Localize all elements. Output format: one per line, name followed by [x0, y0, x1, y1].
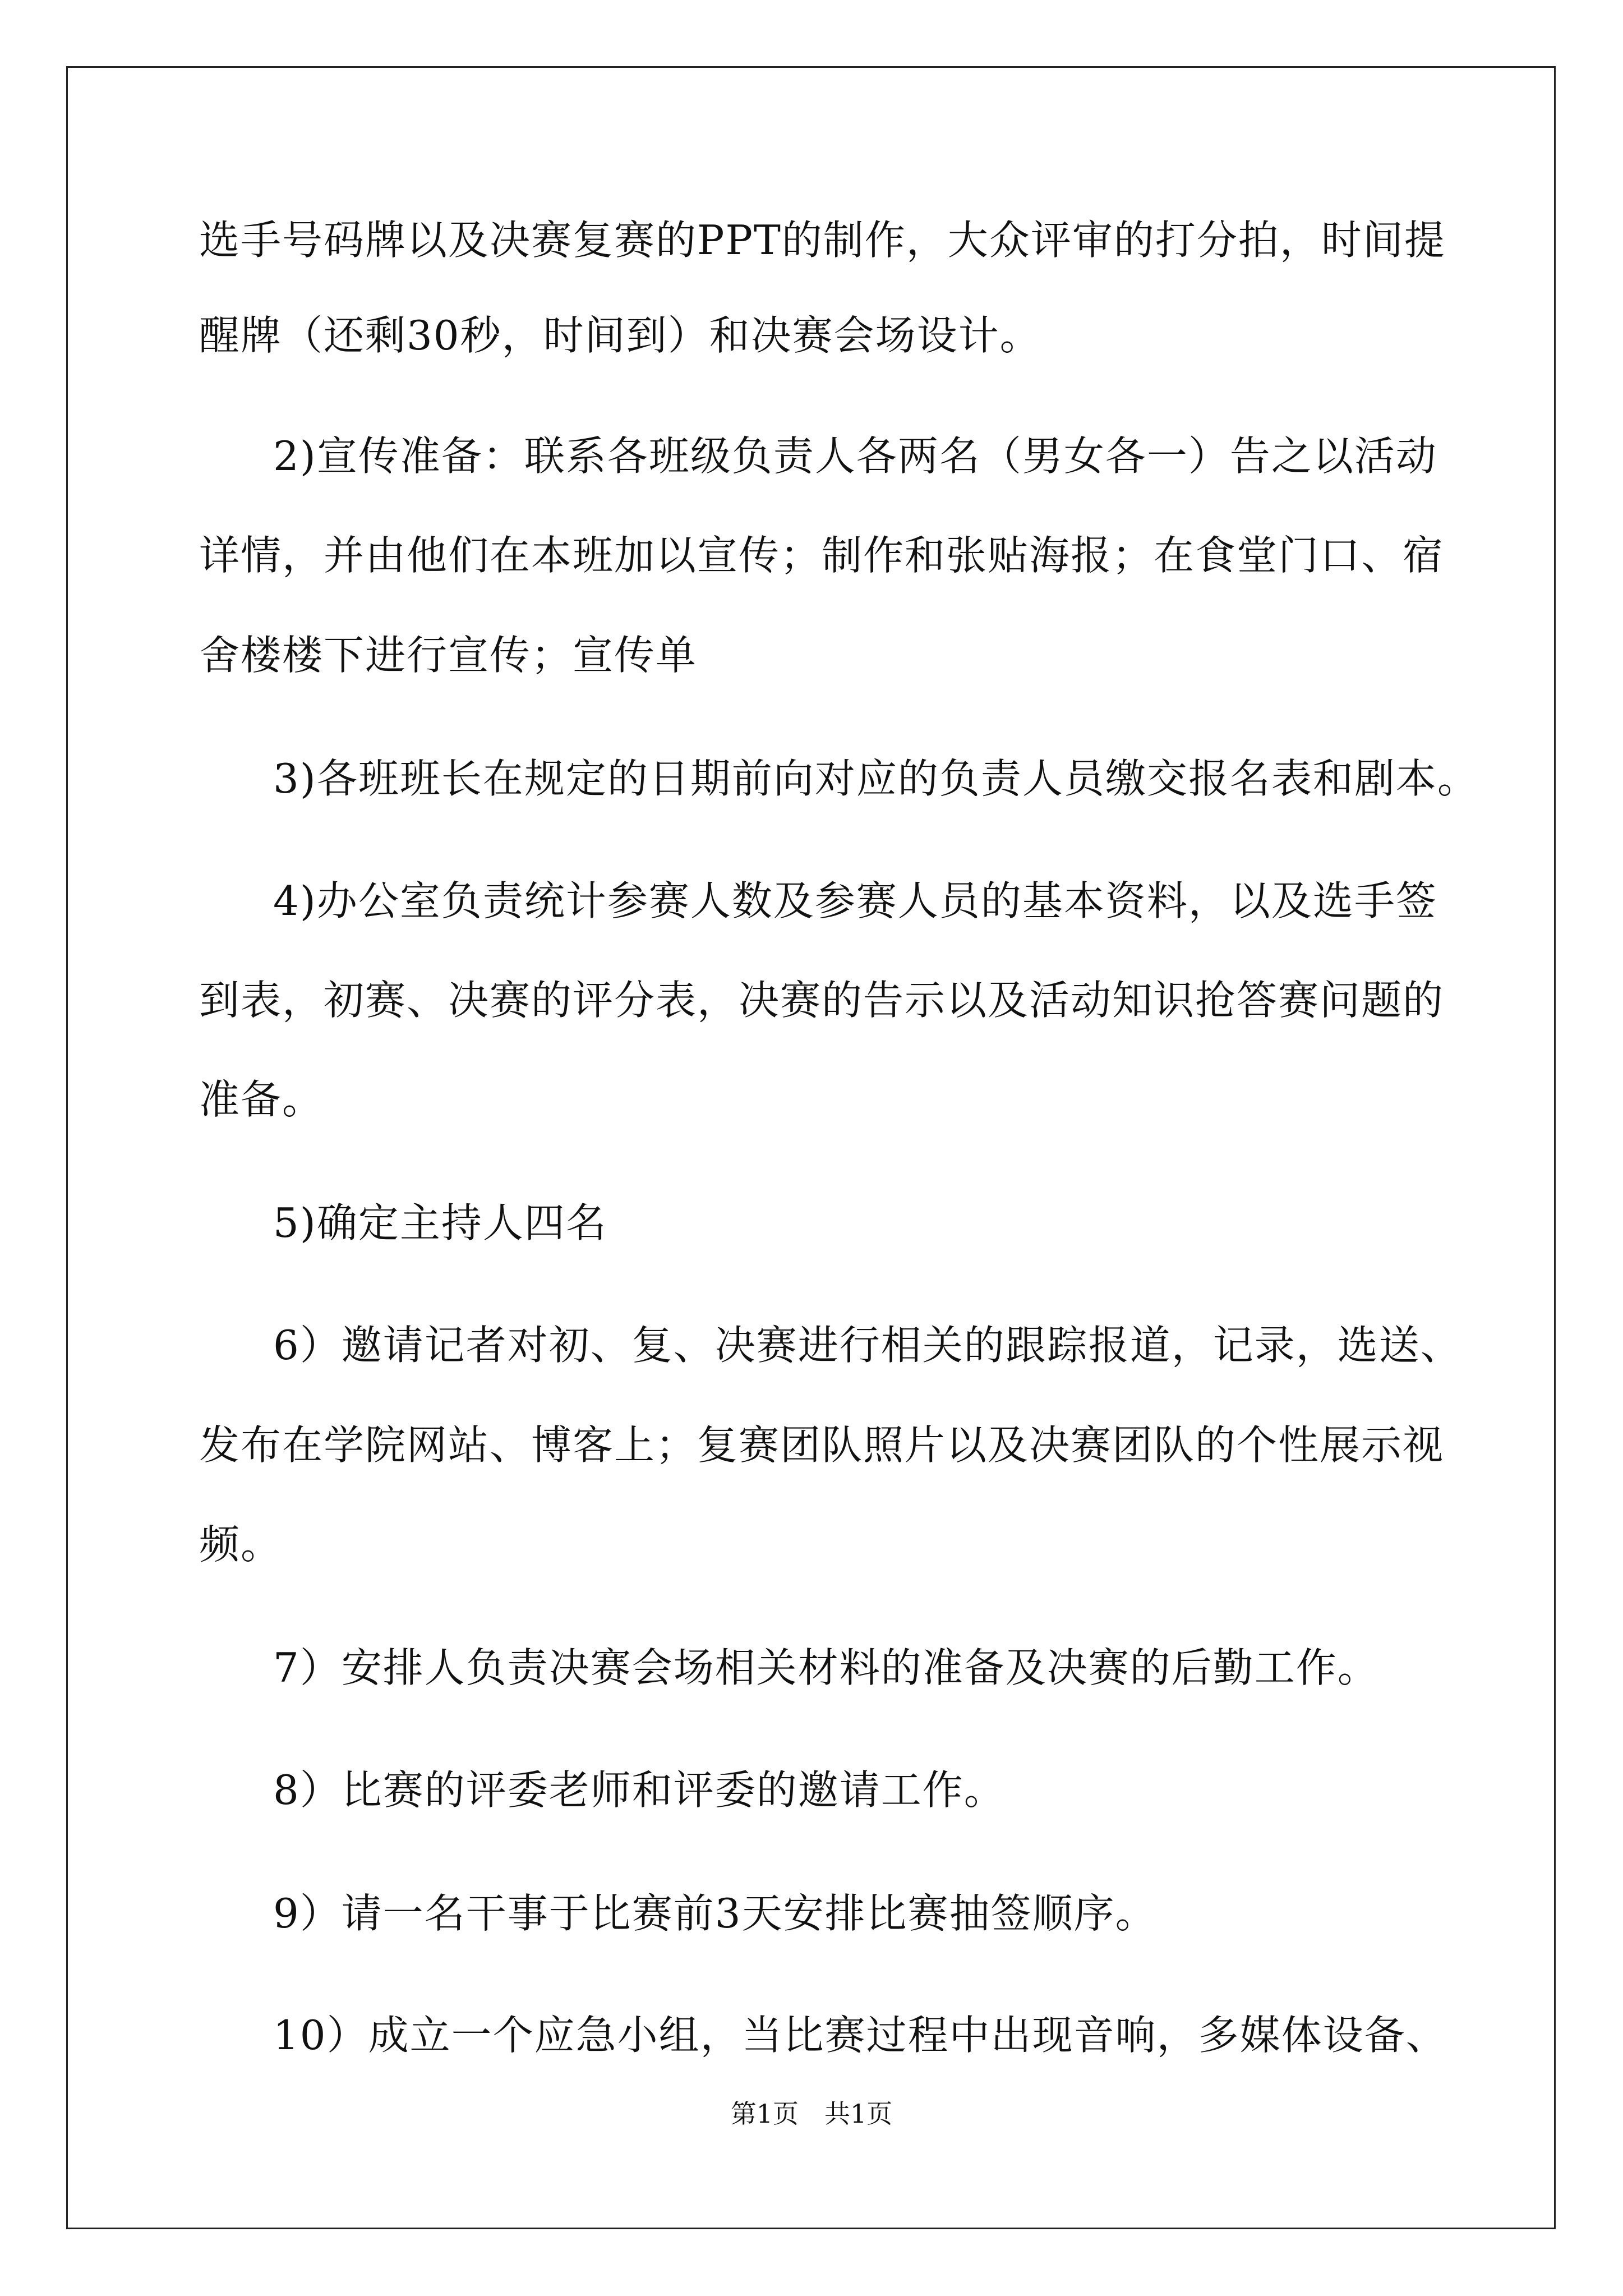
text-line: 5)确定主持人四名	[273, 1199, 607, 1246]
text-line: 准备。	[199, 1076, 324, 1123]
text-line: 7）安排人负责决赛会场相关材料的准备及决赛的后勤工作。	[273, 1644, 1379, 1691]
page-number-footer: 第1页 共1页	[730, 2099, 893, 2129]
text-line: 发布在学院网站、博客上；复赛团队照片以及决赛团队的个性展示视	[199, 1421, 1445, 1469]
text-line: 8）比赛的评委老师和评委的邀请工作。	[273, 1766, 1006, 1814]
text-line: 3)各班班长在规定的日期前向对应的负责人员缴交报名表和剧本。	[273, 755, 1479, 802]
text-line: 醒牌（还剩30秒，时间到）和决赛会场设计。	[199, 312, 1041, 359]
text-line: 频。	[199, 1521, 283, 1568]
text-line: 选手号码牌以及决赛复赛的PPT的制作，大众评审的打分拍，时间提	[199, 217, 1446, 264]
text-line: 6）邀请记者对初、复、决赛进行相关的跟踪报道，记录，选送、	[273, 1322, 1462, 1369]
text-line: 4)办公室负责统计参赛人数及参赛人员的基本资料，以及选手签	[273, 877, 1437, 924]
text-line: 到表，初赛、决赛的评分表，决赛的告示以及活动知识抢答赛问题的	[199, 977, 1445, 1024]
text-line: 9）请一名干事于比赛前3天安排比赛抽签顺序。	[273, 1890, 1157, 1937]
text-line: 详情，并由他们在本班加以宣传；制作和张贴海报；在食堂门口、宿	[199, 532, 1445, 579]
text-line: 2)宣传准备：联系各班级负责人各两名（男女各一）告之以活动	[273, 432, 1437, 480]
text-line: 10）成立一个应急小组，当比赛过程中出现音响，多媒体设备、	[273, 2012, 1447, 2059]
text-line: 舍楼楼下进行宣传；宣传单	[199, 632, 698, 679]
